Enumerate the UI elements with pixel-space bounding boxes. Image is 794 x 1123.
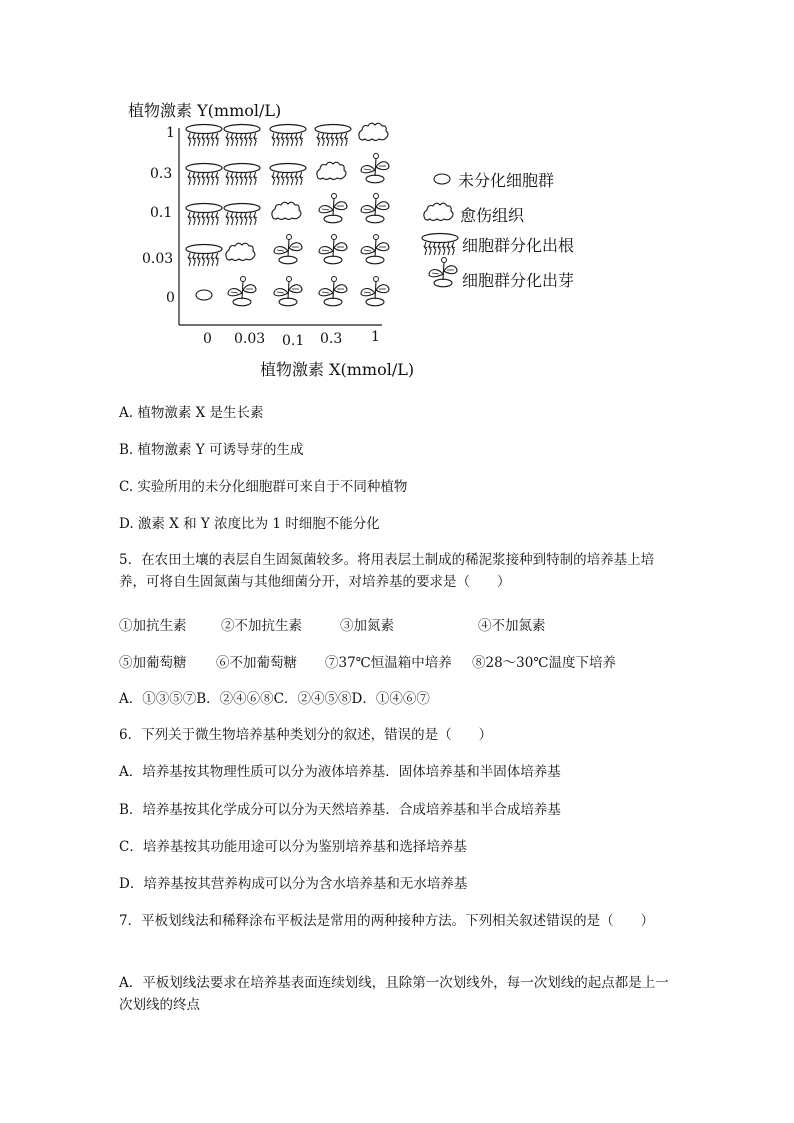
cell-bud-x1-y0.03	[361, 235, 389, 264]
q5-stem: 5．在农田土壤的表层自生固氮菌较多。将用表层土制成的稀泥浆接种到特制的培养基上培养，可将自生固氮菌与其他细菌分开，对培养基的要求是（ ）	[119, 552, 655, 590]
cell-root-x0-y0.1	[186, 204, 222, 226]
cell-bud-x0.3-y0	[319, 277, 347, 306]
cell-root-x0-y0.3	[186, 164, 222, 186]
cell-bud-x0.03-y0	[228, 277, 256, 306]
legend-label-root: 细胞群分化出根	[462, 236, 575, 255]
cell-callus-x0.03-y0.03	[226, 243, 255, 260]
x-tick-1: 1	[371, 329, 380, 345]
legend-label-bud: 细胞群分化出芽	[462, 271, 575, 290]
cell-root-x0.03-y0.1	[224, 204, 260, 226]
x-tick-0: 0	[203, 331, 212, 347]
q5-options[interactable]: A．①③⑤⑦B．②④⑥⑧C．②④⑤⑧D．①④⑥⑦	[119, 691, 430, 707]
q6-stem: 6．下列关于微生物培养基种类划分的叙述，错误的是（ ）	[119, 727, 493, 743]
q4-option-c[interactable]: C. 实验所用的未分化细胞群可来自于不同种植物	[119, 479, 408, 495]
q5-item-3: ③加氮素	[340, 618, 394, 634]
cell-root-x0.1-y1	[270, 125, 306, 147]
x-axis-title: 植物激素 X(mmol/L)	[260, 360, 415, 379]
q6-option-a[interactable]: A．培养基按其物理性质可以分为液体培养基．固体培养基和半固体培养基	[119, 764, 561, 780]
cell-bud-x0.3-y0.1	[319, 194, 347, 223]
q6-option-c[interactable]: C．培养基按其功能用途可以分为鉴别培养基和选择培养基	[119, 839, 467, 855]
x-tick-0.3: 0.3	[320, 331, 343, 347]
q7-option-a[interactable]: A．平板划线法要求在培养基表面连续划线，且除第一次划线外，每一次划线的起点都是上一次划线的终点	[119, 975, 669, 1013]
cell-cell-x0-y0	[196, 290, 212, 300]
cell-root-x0-y0.03	[186, 245, 222, 267]
q5-item-6: ⑥不加葡萄糖	[216, 655, 297, 671]
root-cluster-icon	[422, 234, 458, 256]
x-tick-0.1: 0.1	[282, 333, 305, 349]
cell-root-x0.03-y1	[224, 125, 260, 147]
q6-option-d[interactable]: D．培养基按其营养构成可以分为含水培养基和无水培养基	[119, 876, 468, 892]
q4-option-a[interactable]: A. 植物激素 X 是生长素	[119, 405, 264, 421]
cell-root-x0-y1	[186, 125, 222, 147]
q6-option-b[interactable]: B．培养基按其化学成分可以分为天然培养基．合成培养基和半合成培养基	[119, 802, 561, 818]
y-tick-1: 1	[166, 125, 175, 141]
legend-label-cell: 未分化细胞群	[458, 171, 555, 190]
q5-item-2: ②不加抗生素	[221, 618, 302, 634]
q5-item-7: ⑦37℃恒温箱中培养	[325, 655, 452, 671]
q5-item-4: ④不加氮素	[478, 618, 546, 634]
cell-root-x0.1-y0.3	[270, 164, 306, 186]
x-tick-0.03: 0.03	[234, 331, 266, 347]
q7-stem: 7．平板划线法和稀释涂布平板法是常用的两种接种方法。下列相关叙述错误的是（ ）	[119, 913, 655, 929]
legend-label-callus: 愈伤组织	[460, 206, 525, 225]
cell-bud-x1-y0.1	[361, 194, 389, 223]
cell-root-x0.03-y0.3	[224, 164, 260, 186]
cell-root-x0.3-y1	[315, 125, 351, 147]
q5-item-5: ⑤加葡萄糖	[119, 655, 187, 671]
cell-bud-x0.1-y0.03	[274, 235, 302, 264]
q5-item-1: ①加抗生素	[119, 618, 187, 634]
y-tick-0.3: 0.3	[150, 166, 173, 182]
cell-bud-x1-y0	[361, 277, 389, 306]
bud-cluster-icon	[429, 258, 457, 287]
q5-item-8: ⑧28～30℃温度下培养	[472, 655, 616, 671]
cell-bud-x0.1-y0	[274, 277, 302, 306]
cell-callus-x0.1-y0.1	[272, 202, 301, 219]
y-tick-0.1: 0.1	[150, 205, 173, 221]
cell-callus-x0.3-y0.3	[317, 162, 346, 179]
callus-icon	[424, 203, 453, 220]
q4-option-b[interactable]: B. 植物激素 Y 可诱导芽的生成	[119, 442, 304, 458]
y-tick-0: 0	[166, 290, 175, 306]
cell-bud-x1-y0.3	[361, 154, 389, 183]
y-axis-title: 植物激素 Y(mmol/L)	[128, 101, 282, 120]
hormone-figure	[120, 92, 620, 382]
cell-bud-x0.3-y0.03	[319, 235, 347, 264]
cell-callus-x1-y1	[359, 123, 388, 140]
undifferentiated-cell-icon	[434, 174, 450, 184]
q4-option-d[interactable]: D. 激素 X 和 Y 浓度比为 1 时细胞不能分化	[119, 516, 380, 532]
y-tick-0.03: 0.03	[142, 251, 174, 267]
